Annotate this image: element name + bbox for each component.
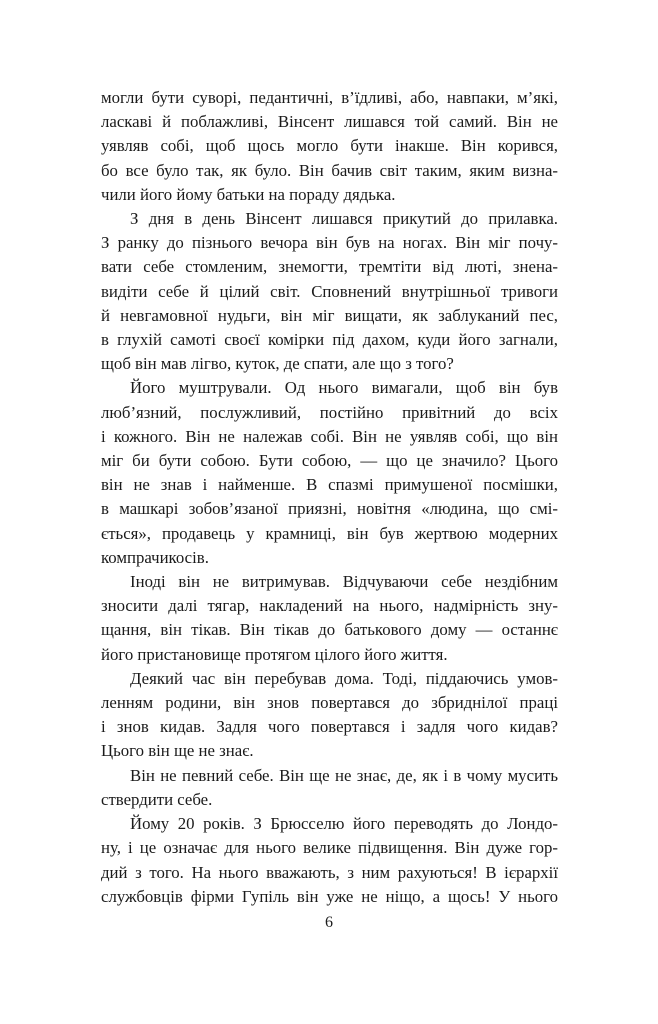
text-line: службовців фірми Гупіль він уже не ніщо, а щось! У нього (101, 886, 558, 906)
text-block (101, 86, 558, 909)
text-line: З дня в день Вінсент лишався прикутий до прилавка. (130, 209, 558, 229)
text-line: Деякий час він перебував дома. Тоді, піддаючись умов- (130, 668, 558, 688)
text-line: бо все було так, як було. Він бачив світ таким, яким визна- (101, 160, 558, 180)
paragraph (101, 570, 558, 667)
text-line: і знов кидав. Задля чого повертався і задля чого кидав? (101, 717, 558, 737)
text-line: щоб він мав лігво, куток, де спати, але що з того? (101, 354, 454, 374)
text-line: Його муштрували. Од нього вимагали, щоб він був (130, 378, 558, 398)
text-line: Цього він ще не знає. (101, 741, 254, 761)
text-line: вати себе стомленим, знемогти, тремтіти від люті, знена- (101, 257, 558, 277)
text-line: щання, він тікав. Він тікав до батькового дому — останнє (101, 620, 558, 640)
paragraph (101, 812, 558, 909)
text-line: в машкарі зобов’язаної приязні, новітня «людина, що смі- (101, 499, 558, 519)
text-line: його пристановище протягом цілого його життя. (101, 644, 448, 664)
text-line: в глухій самоті своєї комірки під дахом, куди його загнали, (101, 330, 558, 350)
text-line: могли бути суворі, педантичні, в’їдливі, або, навпаки, м’які, (101, 88, 558, 107)
paragraph (101, 764, 558, 812)
text-line: ється», продавець у крамниці, він був жертвою модерних (101, 523, 558, 543)
text-line: видіти себе й цілий світ. Сповнений внутрішньої тривоги (101, 281, 558, 301)
text-line: він не знав і найменше. В спазмі примушеної посмішки, (101, 475, 558, 495)
text-line: чили його йому батьки на пораду дядька. (101, 184, 396, 204)
paragraph (101, 376, 558, 570)
text-line: уявляв собі, щоб щось могло бути інакше. Він корився, (101, 136, 558, 156)
text-line: З ранку до пізнього вечора він був на ногах. Він міг почу- (101, 233, 558, 253)
text-line: й невгамовної нудьги, він міг вищати, як заблуканий пес, (101, 305, 558, 325)
text-line: компрачикосів. (101, 547, 209, 567)
page-number: 6 (325, 914, 333, 931)
paragraph (101, 86, 558, 207)
text-line: ствердити себе. (101, 789, 213, 809)
paragraph (101, 667, 558, 764)
text-line: і кожного. Він не належав собі. Він не уявляв собі, що він (101, 426, 558, 446)
text-line: міг би бути собою. Бути собою, — що це значило? Цього (101, 451, 558, 471)
text-line: дий з того. На нього вважають, з ним рахуються! В ієрархії (101, 862, 558, 882)
text-line: ласкаві й поблажливі, Вінсент лишався той самий. Він не (101, 112, 558, 132)
text-line: Йому 20 років. З Брюсселю його переводять до Лондо- (130, 814, 558, 834)
text-line: ну, і це означає для нього велике підвищення. Він дуже гор- (101, 838, 558, 858)
text-line: ленням родини, він знов повертався до збриднілої праці (101, 693, 558, 713)
text-line: зносити далі тягар, накладений на нього, надмірність зну- (101, 596, 558, 616)
paragraph (101, 207, 558, 376)
text-line: Він не певний себе. Він ще не знає, де, як і в чому мусить (130, 765, 558, 785)
text-line: Іноді він не витримував. Відчуваючи себе нездібним (130, 572, 558, 592)
text-line: люб’язний, послужливий, постійно привітний до всіх (101, 402, 558, 422)
